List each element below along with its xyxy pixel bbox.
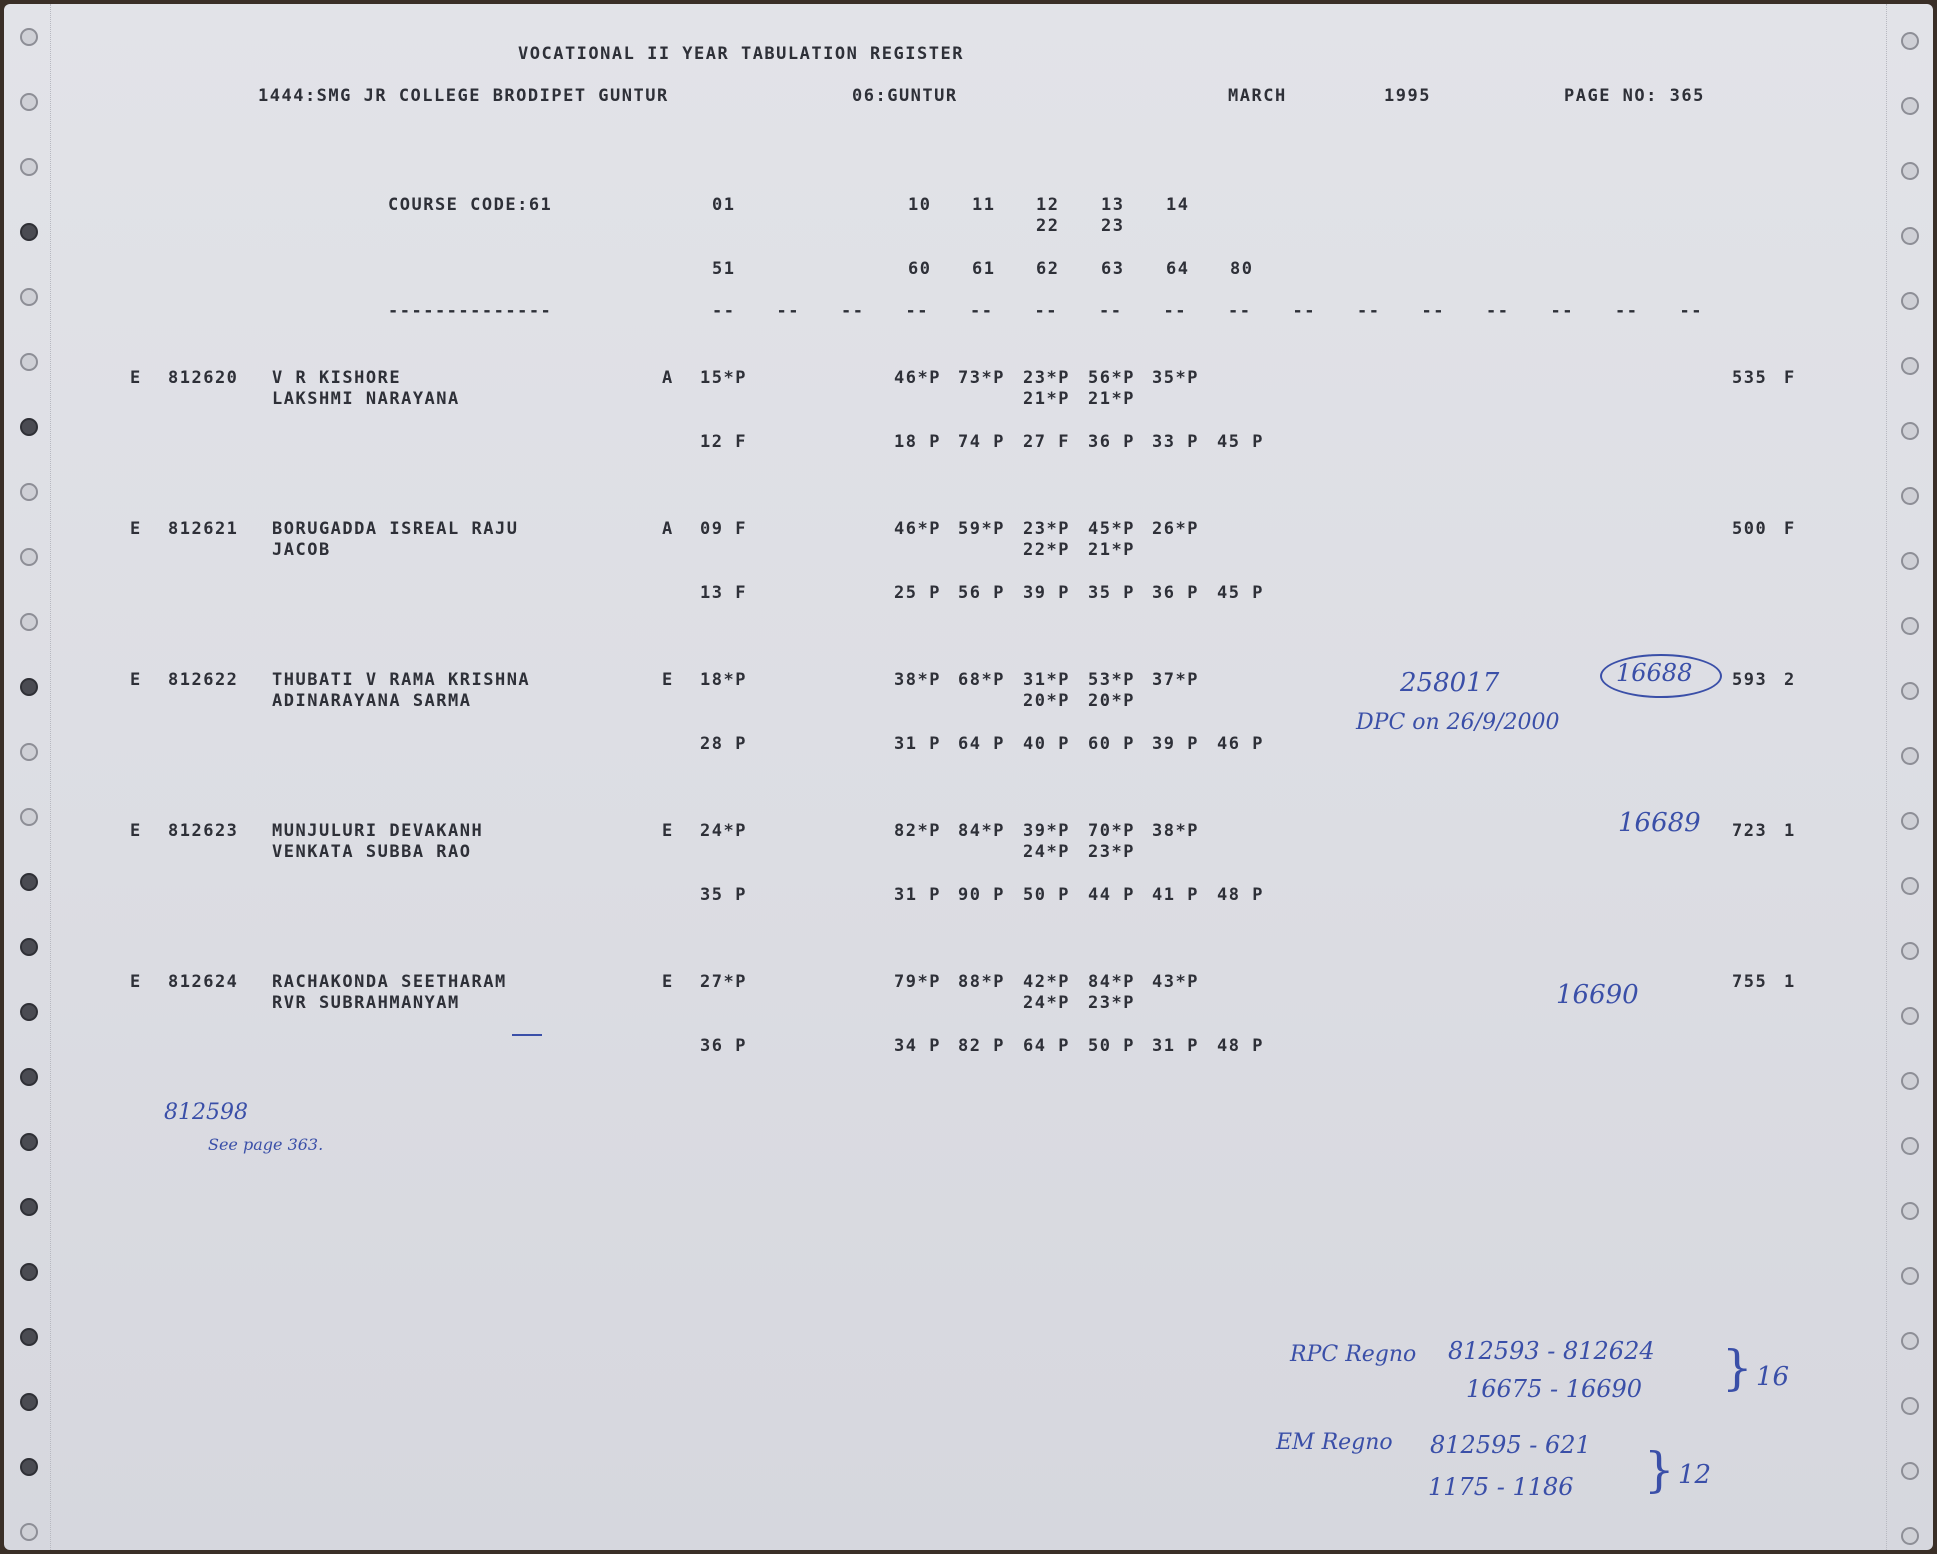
subject-mark-second: 22*P [1023, 540, 1070, 560]
dash-separator-long: -------------- [388, 301, 553, 321]
marks-code-51: 13 F [700, 583, 747, 603]
tractor-hole [1901, 1072, 1919, 1090]
total-marks: 535 [1732, 368, 1768, 388]
marks-code-51: 12 F [700, 432, 747, 452]
dash-separator: -- [1099, 301, 1123, 321]
subject-mark: 38*P [1152, 821, 1199, 841]
practical-mark: 60 P [1088, 734, 1135, 754]
dash-separator: -- [1034, 301, 1058, 321]
marks-code-51: 36 P [700, 1036, 747, 1056]
student-name: V R KISHORE [272, 368, 402, 388]
practical-mark: 31 P [894, 734, 941, 754]
dash-separator: -- [970, 301, 994, 321]
result-code: F [1784, 519, 1796, 539]
subject-code: 10 [908, 195, 932, 215]
tractor-hole [1901, 1202, 1919, 1220]
result-code: 1 [1784, 972, 1796, 992]
subject-mark: 82*P [894, 821, 941, 841]
category-code: E [662, 670, 674, 690]
right-tractor-strip [1886, 4, 1933, 1550]
handwritten-em-range: 812595 - 621 [1430, 1431, 1591, 1459]
subject-mark: 84*P [1088, 972, 1135, 992]
practical-mark: 34 P [894, 1036, 941, 1056]
dash-separator: -- [1163, 301, 1187, 321]
subject-code: 14 [1166, 195, 1190, 215]
tractor-hole [1901, 1267, 1919, 1285]
practical-mark: 48 P [1217, 885, 1264, 905]
register-number: 812624 [168, 972, 239, 992]
subject-mark: 53*P [1088, 670, 1135, 690]
subject-mark: 59*P [958, 519, 1005, 539]
tractor-hole [20, 1003, 38, 1021]
category-code: E [662, 821, 674, 841]
category-code: E [662, 972, 674, 992]
total-marks: 593 [1732, 670, 1768, 690]
subject-code: 12 [1036, 195, 1060, 215]
practical-mark: 27 F [1023, 432, 1070, 452]
tractor-hole [20, 938, 38, 956]
tractor-hole [20, 808, 38, 826]
handwritten-dpc-note: DPC on 26/9/2000 [1356, 710, 1560, 735]
practical-mark: 40 P [1023, 734, 1070, 754]
practical-mark: 56 P [958, 583, 1005, 603]
dash-separator: -- [776, 301, 800, 321]
marks-code-51: 28 P [700, 734, 747, 754]
register-number: 812622 [168, 670, 239, 690]
subject-mark: 26*P [1152, 519, 1199, 539]
tractor-hole [20, 1523, 38, 1541]
parent-name: ADINARAYANA SARMA [272, 691, 472, 711]
practical-mark: 74 P [958, 432, 1005, 452]
handwritten-number-16690: 16690 [1556, 980, 1639, 1010]
tractor-hole [20, 1458, 38, 1476]
subject-code: 60 [908, 259, 932, 279]
record-group: E [130, 519, 142, 539]
subject-mark: 23*P [1023, 519, 1070, 539]
subject-mark: 35*P [1152, 368, 1199, 388]
marks-code-01: 18*P [700, 670, 747, 690]
subject-mark: 73*P [958, 368, 1005, 388]
tractor-hole [20, 1198, 38, 1216]
tractor-hole [1901, 292, 1919, 310]
practical-mark: 33 P [1152, 432, 1199, 452]
record-group: E [130, 368, 142, 388]
tractor-hole [20, 158, 38, 176]
tabulation-sheet [4, 4, 1933, 1550]
handwritten-ref-number: 812598 [164, 1100, 248, 1125]
tractor-hole [1901, 552, 1919, 570]
student-name: BORUGADDA ISREAL RAJU [272, 519, 519, 539]
tractor-hole [1901, 487, 1919, 505]
subject-mark-second: 23*P [1088, 842, 1135, 862]
record-group: E [130, 972, 142, 992]
tractor-hole [1901, 1332, 1919, 1350]
tractor-hole [1901, 877, 1919, 895]
subject-mark: 88*P [958, 972, 1005, 992]
subject-code: 63 [1101, 259, 1125, 279]
total-marks: 755 [1732, 972, 1768, 992]
record-group: E [130, 670, 142, 690]
handwritten-circled-number: 16688 [1616, 659, 1693, 687]
handwritten-brace-rpc: } [1722, 1340, 1753, 1396]
subject-mark: 84*P [958, 821, 1005, 841]
parent-name: RVR SUBRAHMANYAM [272, 993, 460, 1013]
tractor-hole [1901, 617, 1919, 635]
practical-mark: 39 P [1023, 583, 1070, 603]
subject-code-second: 23 [1101, 216, 1125, 236]
practical-mark: 46 P [1217, 734, 1264, 754]
dash-separator: -- [1228, 301, 1252, 321]
register-number: 812623 [168, 821, 239, 841]
tractor-hole [20, 873, 38, 891]
tractor-hole [1901, 227, 1919, 245]
practical-mark: 41 P [1152, 885, 1199, 905]
subject-mark-second: 21*P [1088, 389, 1135, 409]
handwritten-number-258017: 258017 [1400, 668, 1500, 698]
practical-mark: 25 P [894, 583, 941, 603]
tractor-hole [20, 613, 38, 631]
register-number: 812620 [168, 368, 239, 388]
subject-code: 80 [1230, 259, 1254, 279]
total-marks: 500 [1732, 519, 1768, 539]
dash-separator: -- [1421, 301, 1445, 321]
dash-separator: -- [1292, 301, 1316, 321]
dash-separator: -- [841, 301, 865, 321]
practical-mark: 82 P [958, 1036, 1005, 1056]
parent-name: VENKATA SUBBA RAO [272, 842, 472, 862]
dash-separator: -- [1679, 301, 1703, 321]
tractor-hole [20, 743, 38, 761]
tractor-hole [1901, 1137, 1919, 1155]
tractor-hole [1901, 1527, 1919, 1545]
subject-mark: 39*P [1023, 821, 1070, 841]
practical-mark: 50 P [1088, 1036, 1135, 1056]
tractor-hole [20, 418, 38, 436]
practical-mark: 48 P [1217, 1036, 1264, 1056]
tractor-hole [1901, 32, 1919, 50]
subject-mark-second: 20*P [1088, 691, 1135, 711]
practical-mark: 45 P [1217, 432, 1264, 452]
result-code: 2 [1784, 670, 1796, 690]
subject-code: 51 [712, 259, 736, 279]
result-code: F [1784, 368, 1796, 388]
subject-mark: 23*P [1023, 368, 1070, 388]
tractor-hole [1901, 1462, 1919, 1480]
tractor-hole [1901, 942, 1919, 960]
practical-mark: 64 P [1023, 1036, 1070, 1056]
subject-mark: 46*P [894, 368, 941, 388]
register-number: 812621 [168, 519, 239, 539]
tractor-hole [1901, 97, 1919, 115]
practical-mark: 31 P [1152, 1036, 1199, 1056]
marks-code-01: 27*P [700, 972, 747, 992]
subject-mark: 37*P [1152, 670, 1199, 690]
tractor-hole [20, 288, 38, 306]
subject-mark: 45*P [1088, 519, 1135, 539]
handwritten-rpc-label: RPC Regno [1290, 1342, 1417, 1367]
category-code: A [662, 368, 674, 388]
page-number: PAGE NO: 365 [1564, 86, 1705, 106]
dash-separator: -- [905, 301, 929, 321]
tractor-hole [1901, 747, 1919, 765]
practical-mark: 50 P [1023, 885, 1070, 905]
handwritten-em-count: 12 [1678, 1460, 1712, 1490]
subject-code: 01 [712, 195, 736, 215]
subject-code: 13 [1101, 195, 1125, 215]
handwritten-brace-em: } [1644, 1442, 1675, 1498]
handwritten-number-16689: 16689 [1618, 808, 1701, 838]
left-tractor-strip [4, 4, 51, 1550]
parent-name: JACOB [272, 540, 331, 560]
dash-separator: -- [1615, 301, 1639, 321]
subject-mark: 70*P [1088, 821, 1135, 841]
subject-mark: 46*P [894, 519, 941, 539]
practical-mark: 45 P [1217, 583, 1264, 603]
tractor-hole [1901, 357, 1919, 375]
student-name: THUBATI V RAMA KRISHNA [272, 670, 531, 690]
handwritten-em-label: EM Regno [1276, 1430, 1393, 1455]
dash-separator: -- [1357, 301, 1381, 321]
exam-year: 1995 [1384, 86, 1431, 106]
practical-mark: 39 P [1152, 734, 1199, 754]
subject-mark-second: 20*P [1023, 691, 1070, 711]
dash-separator: -- [712, 301, 736, 321]
marks-code-51: 35 P [700, 885, 747, 905]
subject-code: 62 [1036, 259, 1060, 279]
tractor-hole [1901, 1007, 1919, 1025]
practical-mark: 31 P [894, 885, 941, 905]
subject-code: 11 [972, 195, 996, 215]
tractor-hole [20, 1068, 38, 1086]
practical-mark: 36 P [1088, 432, 1135, 452]
subject-code: 61 [972, 259, 996, 279]
result-code: 1 [1784, 821, 1796, 841]
tractor-hole [20, 678, 38, 696]
exam-month: MARCH [1228, 86, 1287, 106]
tractor-hole [20, 28, 38, 46]
marks-code-01: 15*P [700, 368, 747, 388]
tractor-hole [20, 1263, 38, 1281]
subject-mark: 31*P [1023, 670, 1070, 690]
tractor-hole [1901, 422, 1919, 440]
subject-mark: 68*P [958, 670, 1005, 690]
subject-mark-second: 24*P [1023, 993, 1070, 1013]
student-name: RACHAKONDA SEETHARAM [272, 972, 507, 992]
tractor-hole [20, 353, 38, 371]
subject-mark-second: 24*P [1023, 842, 1070, 862]
register-title: VOCATIONAL II YEAR TABULATION REGISTER [518, 44, 964, 64]
district-name: 06:GUNTUR [852, 86, 958, 106]
subject-mark: 38*P [894, 670, 941, 690]
tractor-hole [20, 1133, 38, 1151]
college-name: 1444:SMG JR COLLEGE BRODIPET GUNTUR [258, 86, 669, 106]
course-code-label: COURSE CODE:61 [388, 195, 553, 215]
tractor-hole [20, 548, 38, 566]
tractor-hole [20, 1328, 38, 1346]
handwritten-see-page-note: See page 363. [208, 1135, 324, 1154]
subject-mark-second: 23*P [1088, 993, 1135, 1013]
tractor-hole [1901, 812, 1919, 830]
tractor-hole [1901, 162, 1919, 180]
subject-mark: 56*P [1088, 368, 1135, 388]
practical-mark: 44 P [1088, 885, 1135, 905]
subject-mark-second: 21*P [1088, 540, 1135, 560]
practical-mark: 90 P [958, 885, 1005, 905]
pen-mark [512, 1034, 542, 1036]
practical-mark: 36 P [1152, 583, 1199, 603]
marks-code-01: 09 F [700, 519, 747, 539]
student-name: MUNJULURI DEVAKANH [272, 821, 484, 841]
handwritten-rpc-range-2: 16675 - 16690 [1466, 1375, 1643, 1403]
total-marks: 723 [1732, 821, 1768, 841]
tractor-hole [20, 1393, 38, 1411]
tractor-hole [20, 223, 38, 241]
record-group: E [130, 821, 142, 841]
subject-code-second: 22 [1036, 216, 1060, 236]
dash-separator: -- [1550, 301, 1574, 321]
dash-separator: -- [1486, 301, 1510, 321]
handwritten-rpc-count: 16 [1756, 1362, 1790, 1392]
subject-mark: 79*P [894, 972, 941, 992]
parent-name: LAKSHMI NARAYANA [272, 389, 460, 409]
practical-mark: 64 P [958, 734, 1005, 754]
practical-mark: 18 P [894, 432, 941, 452]
tractor-hole [1901, 1397, 1919, 1415]
subject-mark-second: 21*P [1023, 389, 1070, 409]
handwritten-rpc-range: 812593 - 812624 [1448, 1337, 1655, 1365]
category-code: A [662, 519, 674, 539]
handwritten-em-range-2: 1175 - 1186 [1428, 1473, 1574, 1501]
tractor-hole [20, 483, 38, 501]
subject-mark: 42*P [1023, 972, 1070, 992]
subject-code: 64 [1166, 259, 1190, 279]
subject-mark: 43*P [1152, 972, 1199, 992]
tractor-hole [20, 93, 38, 111]
practical-mark: 35 P [1088, 583, 1135, 603]
marks-code-01: 24*P [700, 821, 747, 841]
tractor-hole [1901, 682, 1919, 700]
